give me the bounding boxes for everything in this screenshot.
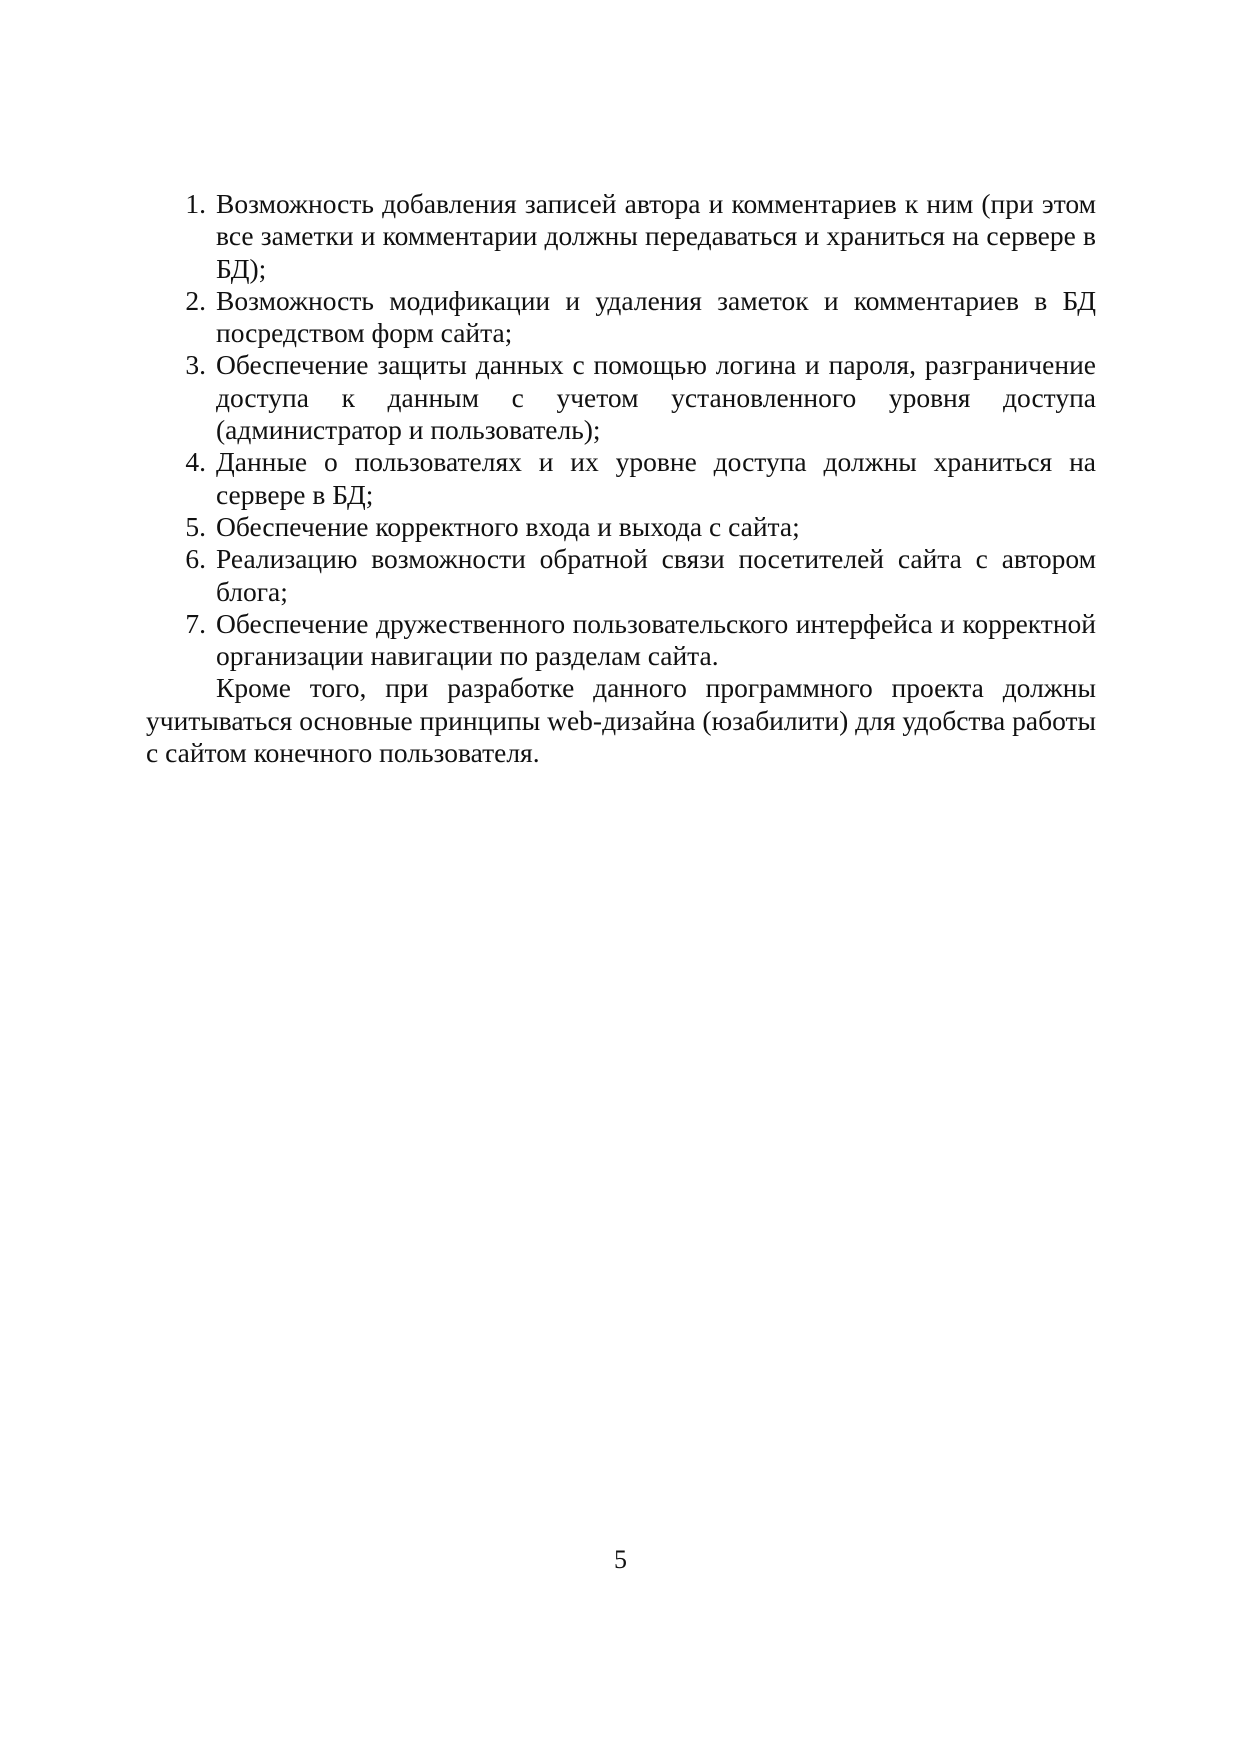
list-item [146,349,1096,446]
list-item-number: 3. [185,349,206,381]
list-item-number: 6. [185,543,206,575]
list-item-number: 5. [185,510,206,542]
list-item-number: 2. [185,284,206,316]
list-item [146,285,1096,350]
page-content [146,188,1096,769]
list-item-number: 7. [185,607,206,639]
list-item-text: Данные о пользователях и их уровне доступа должны храниться на сервере в БД; [216,446,1096,510]
list-item-text: Обеспечение корректного входа и выхода с сайта; [216,510,800,542]
list-item [146,446,1096,511]
list-item-text: Возможность модификации и удаления заметок и комментариев в БД посредством форм сайта; [216,284,1096,349]
list-item [146,511,1096,543]
list-item-number: 4. [185,446,206,478]
closing-paragraph: Кроме того, при разработке данного программного проекта должны учитываться основные принципы web-дизайна (юзабилити) для удобства работы с сайтом конечного пользователя. [146,672,1096,769]
list-item [146,188,1096,285]
list-item-text: Реализацию возможности обратной связи посетителей сайта с автором блога; [216,543,1096,607]
list-item [146,543,1096,608]
page-number: 5 [614,1545,627,1574]
list-item-text: Возможность добавления записей автора и комментариев к ним (при этом все заметки и комментарии должны передаваться и храниться на сервере в БД); [216,188,1096,284]
list-item [146,608,1096,673]
list-item-text: Обеспечение защиты данных с помощью логина и пароля, разграничение доступа к данным с учетом установленного уровня доступа (администратор и пользователь); [216,349,1096,446]
requirements-list [146,188,1096,672]
list-item-number: 1. [185,188,206,219]
list-item-text: Обеспечение дружественного пользовательского интерфейса и корректной организации навигации по разделам сайта. [216,607,1096,672]
